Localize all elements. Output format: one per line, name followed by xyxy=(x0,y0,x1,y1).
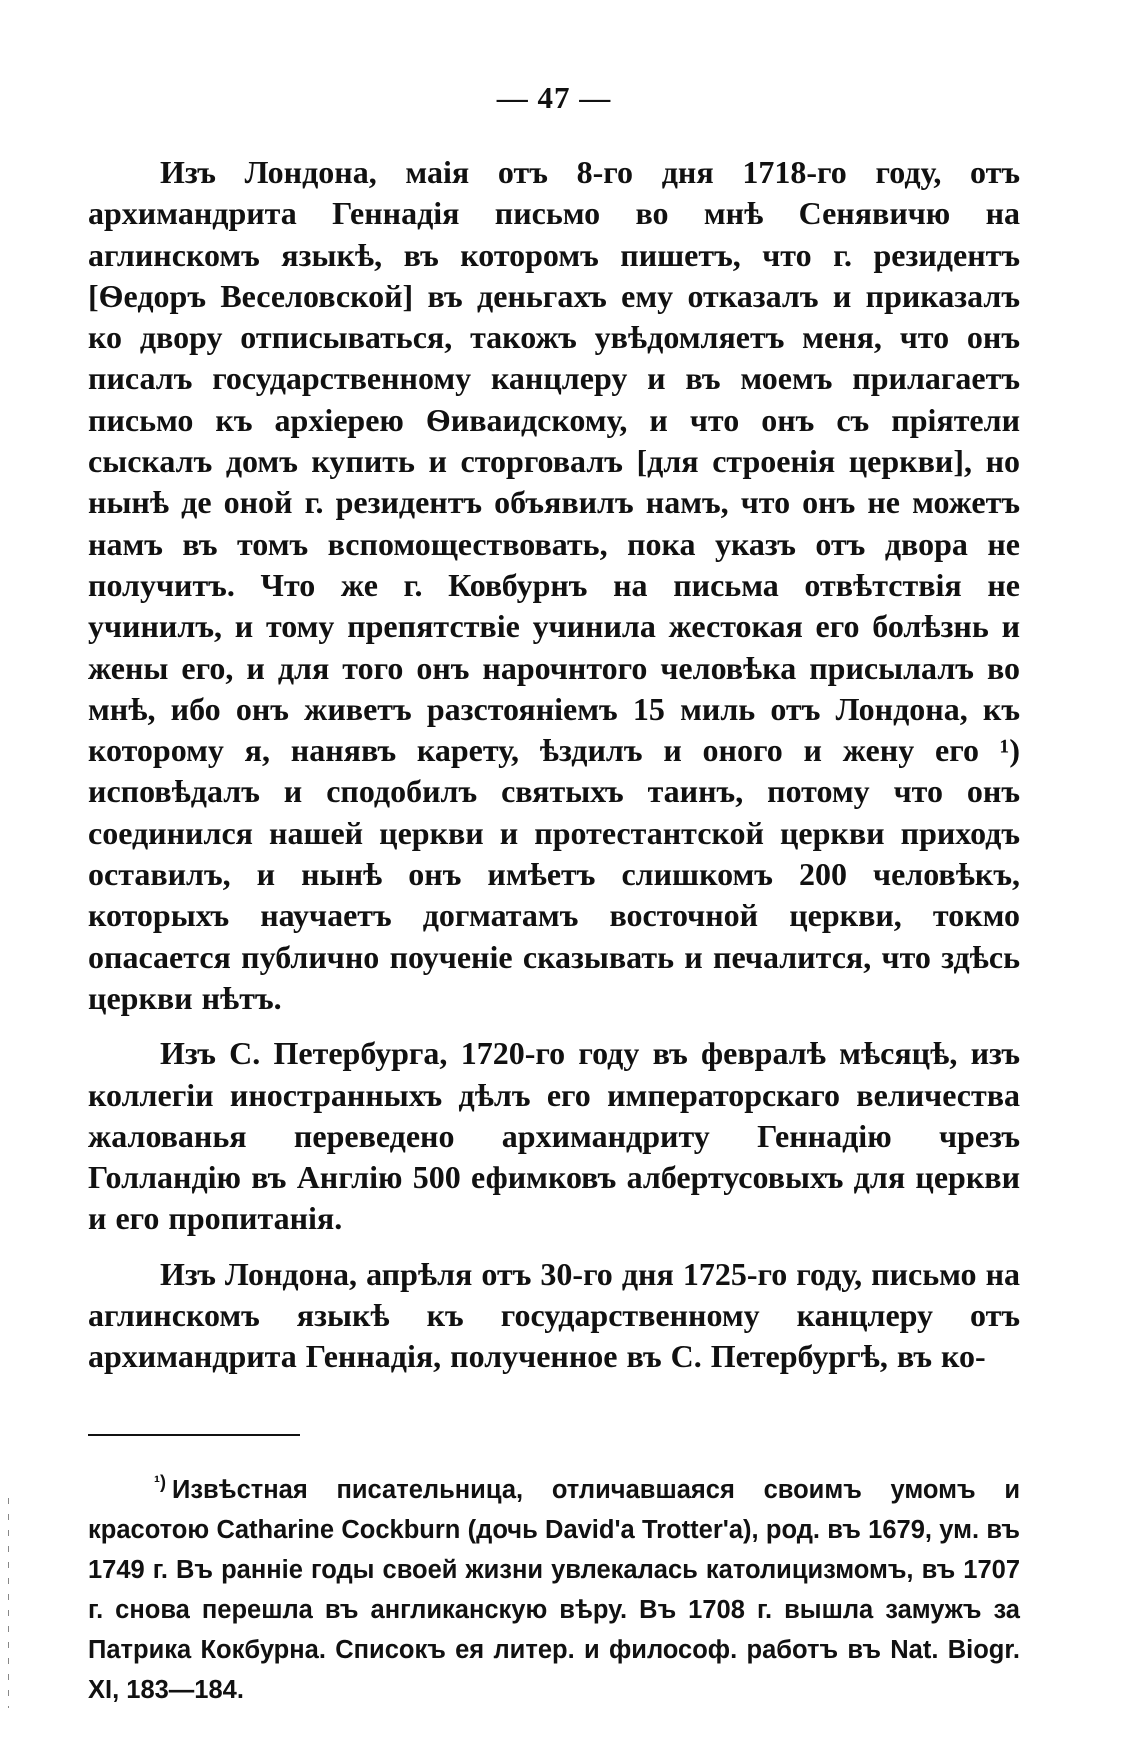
page-number: — 47 — xyxy=(496,80,612,115)
footnote xyxy=(88,1470,1020,1710)
paragraph-1: Изъ Лондона, маія отъ 8-го дня 1718-го году, отъ архимандрита Геннадія письмо во мнѣ Сенявичю на аглинскомъ языкѣ, въ которомъ пишетъ, что г. резидентъ [Ѳедоръ Веселовской] въ деньгахъ ему отказалъ и приказалъ ко двору отписываться, такожъ увѣдомляетъ меня, что онъ писалъ государственному канцлеру и въ моемъ прилагаетъ письмо къ архіерею Ѳиваидскому, и что онъ съ пріятели сыскалъ домъ купить и сторговалъ [для строенія церкви], но нынѣ де оной г. резидентъ объявилъ намъ, что онъ не можетъ намъ въ томъ вспомоществовать, пока указъ отъ двора не получитъ. Что же г. Ковбурнъ на письма отвѣтствія не учинилъ, и тому препятствіе учинила жестокая его болѣзнь и жены его, и для того онъ нарочнтого человѣка присылалъ во мнѣ, ибо онъ живетъ разстояніемъ 15 миль отъ Лондона, къ которому я, нанявъ карету, ѣздилъ и оного и жену его ¹) исповѣдалъ и сподобилъ святыхъ таинъ, потому что онъ соединился нашей церкви и протестантской церкви приходъ оставилъ, и нынѣ онъ имѣетъ слишкомъ 200 человѣкъ, которыхъ научаетъ догматамъ восточной церкви, токмо опасается публично поученіе сказывать и печалится, что здѣсь церкви нѣтъ. xyxy=(88,154,1020,1016)
footnote-marker: ¹) xyxy=(154,1472,166,1493)
footnote-divider xyxy=(88,1434,300,1436)
book-page xyxy=(88,80,1020,1710)
paragraph-2: Изъ С. Петербурга, 1720-го году въ февралѣ мѣсяцѣ, изъ коллегіи иностранныхъ дѣлъ его императорскаго величества жалованья переведено архимандриту Геннадію чрезъ Голландію въ Англію 500 ефимковъ албертусовыхъ для церкви и его пропитанія. xyxy=(88,1035,1020,1237)
footnote-text: Извѣстная писательница, отличавшаяся своимъ умомъ и красотою Catharine Cockburn (дочь David'a Trotter'a), род. въ 1679, ум. въ 1749 г. Въ ранніе годы своей жизни увлекалась католицизмомъ, въ 1707 г. снова перешла въ англиканскую вѣру. Въ 1708 г. вышла замужъ за Патрика Кокбурна. Списокъ ея литер. и философ. работъ въ Nat. Biogr. XI, 183—184. xyxy=(88,1475,1020,1704)
paragraph-3: Изъ Лондона, апрѣля отъ 30-го дня 1725-го году, письмо на аглинскомъ языкѣ къ государственному канцлеру отъ архимандрита Геннадія, полученное въ С. Петербургѣ, въ ко- xyxy=(88,1255,1020,1375)
page-edge-mark xyxy=(8,1498,9,1708)
